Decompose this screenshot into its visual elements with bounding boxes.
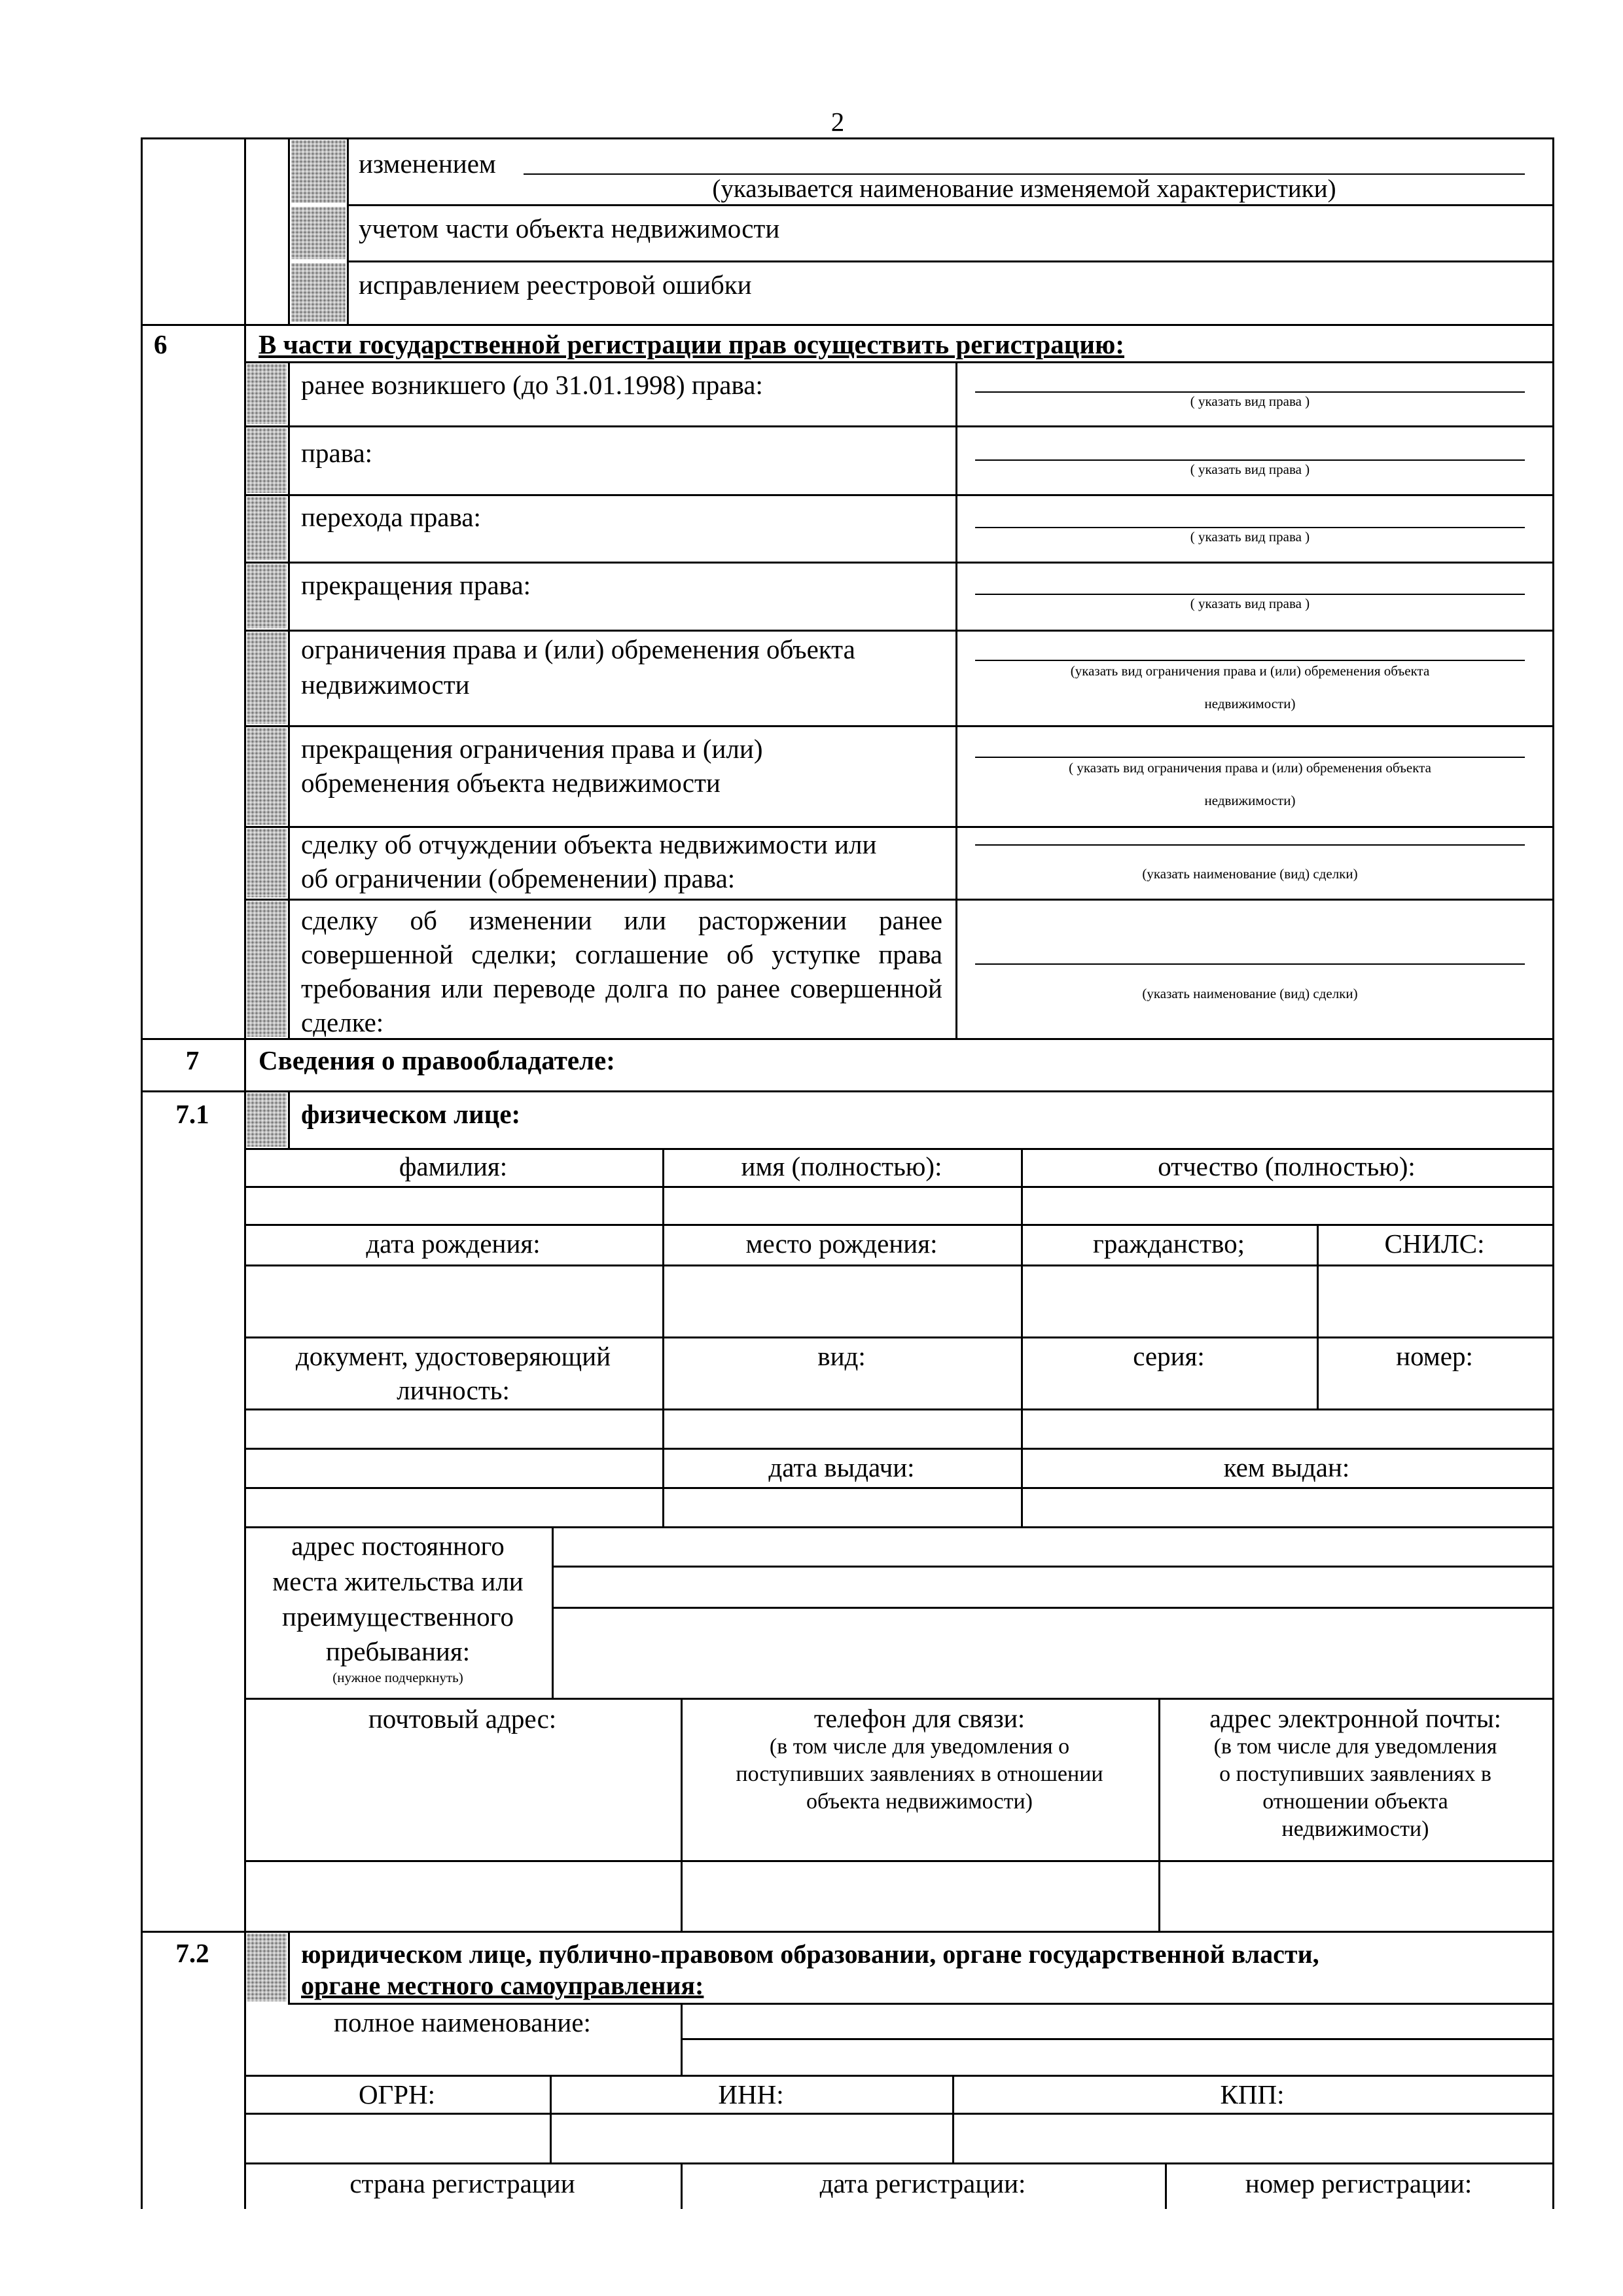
alienation-input[interactable] xyxy=(975,844,1525,846)
surname-label: фамилия: xyxy=(399,1151,508,1181)
patronymic-label: отчество (полностью): xyxy=(1158,1151,1416,1181)
birth-date-label: дата рождения: xyxy=(366,1229,541,1259)
phone-input[interactable] xyxy=(683,1862,1156,1929)
issue-date-label: дата выдачи: xyxy=(768,1452,915,1482)
issue-date-input[interactable] xyxy=(664,1489,1019,1524)
birth-place-label: место рождения: xyxy=(745,1229,938,1259)
issued-by-input[interactable] xyxy=(1023,1489,1550,1524)
early-right-caption: ( указать вид права ) xyxy=(1190,393,1310,409)
kpp-label: КПП: xyxy=(1220,2079,1285,2109)
restriction-end-label-line2: обременения объекта недвижимости xyxy=(301,768,721,798)
right-caption: ( указать вид права ) xyxy=(1190,461,1310,477)
address-label-line1: адрес постоянного xyxy=(291,1531,505,1561)
deal-change-input[interactable] xyxy=(975,963,1525,965)
doc-number-input[interactable] xyxy=(1319,1410,1550,1446)
section-7-number: 7 xyxy=(185,1045,200,1075)
phone-label-line3: поступивших заявлениях в отношении xyxy=(736,1762,1103,1786)
checkbox-restriction[interactable] xyxy=(247,632,287,724)
checkbox-right[interactable] xyxy=(247,428,287,493)
id-doc-label-line1: документ, удостоверяющий xyxy=(295,1341,611,1371)
patronymic-input[interactable] xyxy=(1023,1188,1550,1222)
address-label-line2: места жительства или xyxy=(272,1566,524,1596)
section-71-title: физическом лице: xyxy=(301,1099,521,1129)
reg-number-label: номер регистрации: xyxy=(1245,2168,1472,2198)
restriction-end-caption-line1: ( указать вид ограничения права и (или) обременения объекта xyxy=(1069,760,1431,776)
checkbox-change[interactable] xyxy=(291,140,346,203)
name-label: имя (полностью): xyxy=(741,1151,942,1181)
phone-label-line2: (в том числе для уведомления о xyxy=(769,1734,1070,1759)
email-label-line1: адрес электронной почты: xyxy=(1209,1704,1501,1733)
checkbox-individual[interactable] xyxy=(247,1093,287,1147)
id-doc-label-line2: личность: xyxy=(397,1375,510,1405)
snils-input[interactable] xyxy=(1319,1266,1550,1335)
address-label-line4: пребывания: xyxy=(325,1636,471,1666)
deal-change-caption: (указать наименование (вид) сделки) xyxy=(1142,986,1358,1001)
email-label-line4: отношении объекта xyxy=(1262,1789,1448,1814)
checkbox-deal-change[interactable] xyxy=(247,901,287,1037)
checkbox-error-fix[interactable] xyxy=(291,263,346,322)
restriction-end-input[interactable] xyxy=(975,757,1525,758)
part-account-label: учетом части объекта недвижимости xyxy=(359,213,780,243)
alienation-label-line1: сделку об отчуждении объекта недвижимости или xyxy=(301,829,877,859)
restriction-label-line2: недвижимости xyxy=(301,670,470,700)
restriction-caption-line1: (указать вид ограничения права и (или) обременения объекта xyxy=(1070,663,1430,679)
restriction-input[interactable] xyxy=(975,660,1525,661)
kpp-input[interactable] xyxy=(954,2115,1550,2161)
restriction-end-label-line1: прекращения ограничения права и (или) xyxy=(301,734,763,764)
phone-label-line4: объекта недвижимости) xyxy=(806,1789,1033,1814)
ogrn-label: ОГРН: xyxy=(358,2079,436,2109)
deal-change-label: сделку об изменении или расторжении ранее совершенной сделки; соглашение об уступке права требования или переводе долга по ранее совершенной сделке: xyxy=(301,905,942,1037)
restriction-label-line1: ограничения права и (или) обременения объекта xyxy=(301,634,855,664)
doc-kind-label: вид: xyxy=(817,1341,866,1371)
checkbox-transfer[interactable] xyxy=(247,497,287,560)
full-name-label: полное наименование: xyxy=(334,2007,591,2037)
checkbox-legal-entity[interactable] xyxy=(247,1933,287,2001)
name-input[interactable] xyxy=(664,1188,1019,1222)
checkbox-part-account[interactable] xyxy=(291,207,346,259)
checkbox-termination[interactable] xyxy=(247,564,287,628)
inn-label: ИНН: xyxy=(718,2079,784,2109)
doc-series-label: серия: xyxy=(1133,1341,1205,1371)
alienation-caption: (указать наименование (вид) сделки) xyxy=(1142,866,1358,882)
restriction-caption-line2: недвижимости) xyxy=(1204,696,1296,711)
page-number: 2 xyxy=(830,107,845,137)
email-input[interactable] xyxy=(1160,1862,1550,1929)
termination-caption: ( указать вид права ) xyxy=(1190,596,1310,611)
checkbox-alienation-deal[interactable] xyxy=(247,829,287,897)
doc-series-input[interactable] xyxy=(1023,1410,1315,1446)
checkbox-early-right[interactable] xyxy=(247,364,287,424)
change-caption: (указывается наименование изменяемой характеристики) xyxy=(712,175,1336,203)
section-7-title: Сведения о правообладателе: xyxy=(259,1045,615,1075)
phone-label-line1: телефон для связи: xyxy=(813,1704,1026,1733)
section-6-number: 6 xyxy=(154,329,168,359)
issued-by-label: кем выдан: xyxy=(1223,1452,1350,1482)
surname-input[interactable] xyxy=(246,1188,660,1222)
postal-label: почтовый адрес: xyxy=(368,1704,557,1734)
inn-input[interactable] xyxy=(552,2115,950,2161)
section-6-title: В части государственной регистрации прав осуществить регистрацию: xyxy=(259,329,1125,359)
reg-date-label: дата регистрации: xyxy=(819,2168,1026,2198)
transfer-caption: ( указать вид права ) xyxy=(1190,529,1310,545)
termination-label: прекращения права: xyxy=(301,570,531,600)
error-fix-label: исправлением реестровой ошибки xyxy=(359,270,752,300)
alienation-label-line2: об ограничении (обременении) права: xyxy=(301,863,736,893)
email-label-line2: (в том числе для уведомления xyxy=(1213,1734,1497,1759)
section-72-title-line2: органе местного самоуправления: xyxy=(301,1971,704,2000)
snils-label: СНИЛС: xyxy=(1384,1229,1485,1259)
right-label: права: xyxy=(301,438,373,468)
citizenship-input[interactable] xyxy=(1023,1266,1315,1335)
birth-place-input[interactable] xyxy=(664,1266,1019,1335)
section-72-number: 7.2 xyxy=(175,1938,209,1968)
reg-country-label: страна регистрации xyxy=(349,2168,575,2198)
doc-kind-input[interactable] xyxy=(664,1410,1019,1446)
email-label-line5: недвижимости) xyxy=(1281,1817,1429,1841)
birth-date-input[interactable] xyxy=(246,1266,660,1335)
citizenship-label: гражданство; xyxy=(1093,1229,1245,1259)
section-72-title-line1: юридическом лице, публично-правовом образовании, органе государственной власти, xyxy=(301,1939,1319,1969)
postal-input[interactable] xyxy=(246,1862,679,1929)
early-right-label: ранее возникшего (до 31.01.1998) права: xyxy=(301,370,763,400)
section-71-number: 7.1 xyxy=(175,1099,209,1129)
email-label-line3: о поступивших заявлениях в xyxy=(1219,1762,1491,1786)
restriction-end-caption-line2: недвижимости) xyxy=(1204,793,1296,808)
address-input[interactable] xyxy=(554,1528,1550,1696)
address-note: (нужное подчеркнуть) xyxy=(332,1670,463,1685)
full-name-input[interactable] xyxy=(683,2005,1550,2073)
ogrn-input[interactable] xyxy=(246,2115,548,2161)
checkbox-restriction-end[interactable] xyxy=(247,728,287,825)
doc-number-label: номер: xyxy=(1396,1341,1473,1371)
address-label-line3: преимущественного xyxy=(282,1602,514,1632)
change-label: изменением xyxy=(359,149,496,179)
transfer-label: перехода права: xyxy=(301,502,481,532)
